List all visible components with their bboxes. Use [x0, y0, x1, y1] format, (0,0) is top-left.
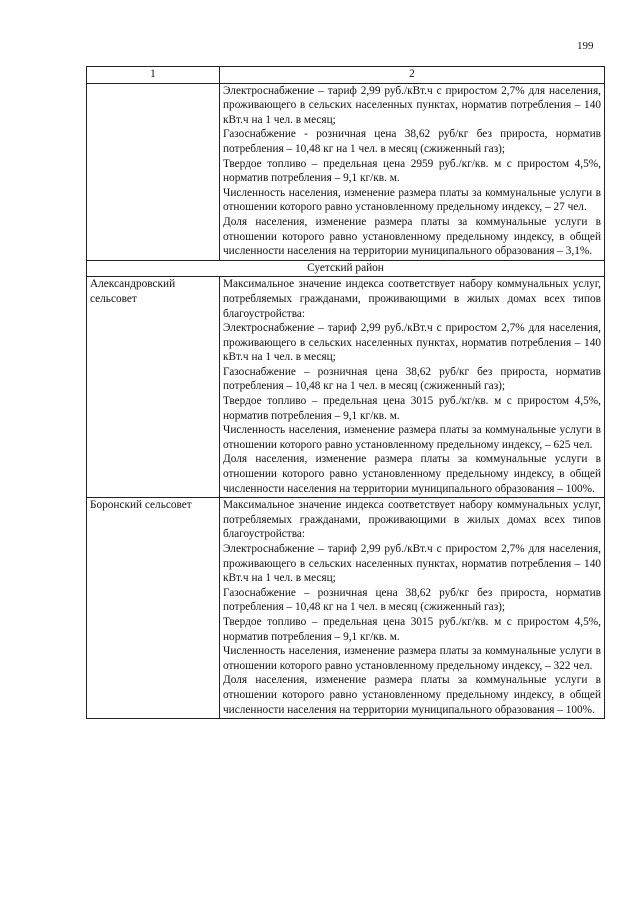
paragraph: Численность населения, изменение размера платы за коммунальные услуги в отношении которого равно установленному предельному индексу, – 625 чел.	[223, 424, 601, 451]
paragraph: Твердое топливо – предельная цена 3015 руб./кг/кв. м с приростом 4,5%, норматив потребления – 9,1 кг/кв. м.	[223, 615, 601, 643]
paragraph: Электроснабжение – тариф 2,99 руб./кВт.ч с приростом 2,7% для населения, проживающего в сельских населенных пунктах, норматив потребления – 140 кВт.ч на 1 чел. в месяц;	[223, 84, 601, 126]
table-header-row	[87, 67, 605, 84]
row-name-cell: Александровский сельсовет	[87, 277, 220, 498]
data-table	[86, 66, 605, 719]
table-row	[87, 277, 605, 498]
paragraph: Газоснабжение – розничная цена 38,62 руб/кг без прироста, норматив потребления – 10,48 кг на 1 чел. в месяц (сжиженный газ);	[223, 365, 601, 393]
table-row	[87, 498, 605, 719]
paragraph: Электроснабжение – тариф 2,99 руб./кВт.ч с приростом 2,7% для населения, проживающего в сельских населенных пунктах, норматив потребления – 140 кВт.ч на 1 чел. в месяц;	[223, 543, 601, 585]
paragraph: Газоснабжение - розничная цена 38,62 руб/кг без прироста, норматив потребления – 10,48 кг на 1 чел. в месяц (сжиженный газ);	[223, 128, 601, 155]
row-text-cell	[220, 83, 605, 260]
paragraph: Электроснабжение – тариф 2,99 руб./кВт.ч с приростом 2,7% для населения, проживающего в сельских населенных пунктах, норматив потребления – 140 кВт.ч на 1 чел. в месяц;	[223, 322, 601, 364]
paragraph: Газоснабжение – розничная цена 38,62 руб/кг без прироста, норматив потребления – 10,48 кг на 1 чел. в месяц (сжиженный газ);	[223, 586, 601, 614]
section-title: Суетский район	[87, 260, 605, 277]
paragraph: Численность населения, изменение размера платы за коммунальные услуги в отношении которого равно установленному предельному индексу, – 322 чел.	[223, 645, 601, 672]
section-row	[87, 260, 605, 277]
table-row-continuation	[87, 83, 605, 260]
row-text-cell	[220, 498, 605, 719]
paragraph: Доля населения, изменение размера платы за коммунальные услуги в отношении которого равно установленному предельному индексу, в общей численности населения на территории муниципального образования – 100%.	[223, 674, 601, 716]
column-header-2: 2	[220, 67, 605, 84]
paragraph: Максимальное значение индекса соответствует набору коммунальных услуг, потребляемых гражданами, проживающими в жилых домах всех типов благоустройства:	[223, 278, 601, 320]
page-number: 199	[577, 40, 594, 52]
paragraph: Твердое топливо – предельная цена 3015 руб./кг/кв. м с приростом 4,5%, норматив потребления – 9,1 кг/кв. м.	[223, 395, 601, 422]
paragraph: Доля населения, изменение размера платы за коммунальные услуги в отношении которого равно установленному предельному индексу, в общей численности населения на территории муниципального образования – 100%.	[223, 453, 601, 495]
column-header-1: 1	[87, 67, 220, 84]
row-name-cell-empty	[87, 83, 220, 260]
paragraph: Максимальное значение индекса соответствует набору коммунальных услуг, потребляемых гражданами, проживающими в жилых домах всех типов благоустройства:	[223, 499, 601, 541]
row-text-cell	[220, 277, 605, 498]
paragraph: Твердое топливо – предельная цена 2959 руб./кг/кв. м с приростом 4,5%, норматив потребления – 9,1 кг/кв. м.	[223, 157, 601, 185]
paragraph: Численность населения, изменение размера платы за коммунальные услуги в отношении которого равно установленному предельному индексу, – 27 чел.	[223, 186, 601, 214]
row-name-cell: Боронский сельсовет	[87, 498, 220, 719]
paragraph: Доля населения, изменение размера платы за коммунальные услуги в отношении которого равно установленному предельному индексу, в общей численности населения на территории муниципального образования – 3,1%.	[223, 215, 601, 258]
